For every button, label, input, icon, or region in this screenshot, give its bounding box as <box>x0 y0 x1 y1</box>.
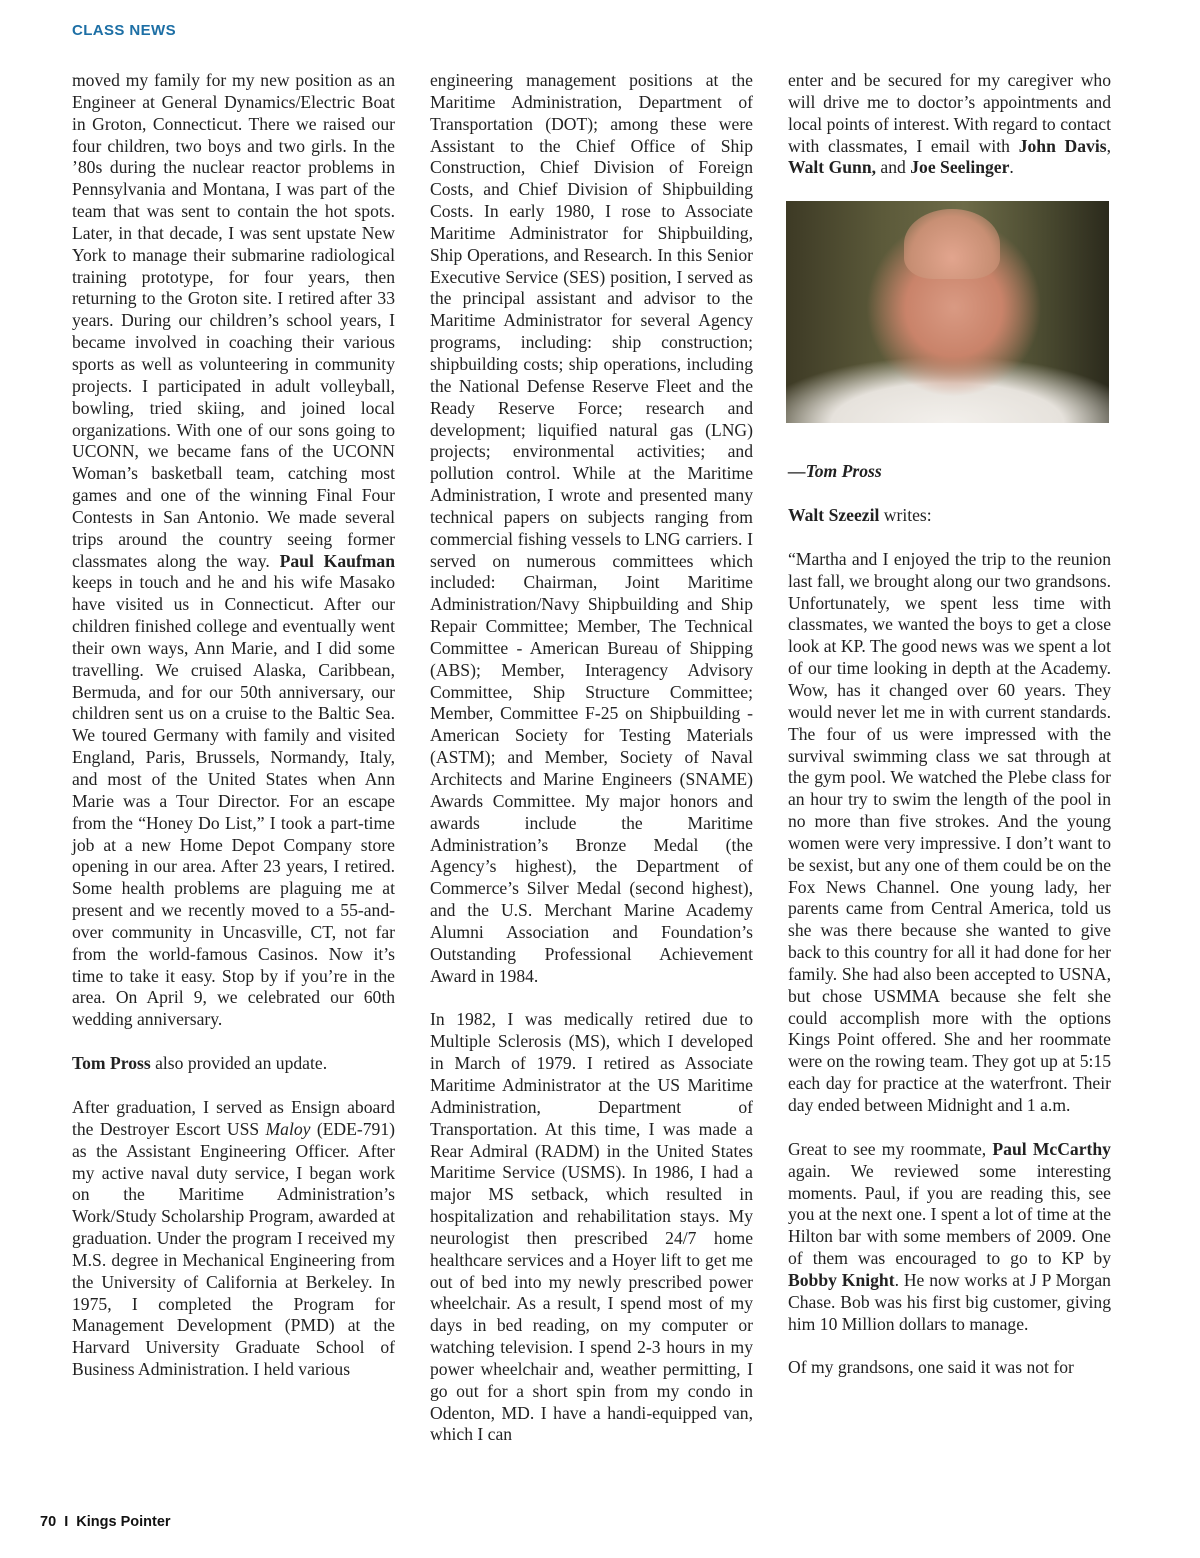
paragraph: Walt Szeezil writes: <box>788 505 932 526</box>
footer-separator: I <box>64 1514 69 1530</box>
paragraph: Of my grandsons, one said it was not for <box>788 1357 1074 1378</box>
paragraph: engineering management positions at the Maritime Administration, Department of Transportation (DOT); among these were Assistant to the Chief Office of Ship Construction, Chief Division of Foreign Costs, and Chief Division of Shipbuilding Costs. In early 1980, I rose to Associate Maritime Administrator for Shipbuilding, Ship Operations, and Research. In this Senior Executive Service (SES) position, I served as the principal assistant and advisor to the Maritime Administrator for several Agency programs, including: ship construction; shipbuilding costs; ship operations, including the National Defense Reserve Fleet and the Ready Reserve Force; research and development; liquified natural gas (LNG) projects; environmental activities; and pollution control. While at the Maritime Administration, I wrote and presented many technical papers on subjects ranging from commercial fishing vessels to LNG carriers. I served on numerous committees which included: Chairman, Joint Maritime Administration/Navy Shipbuilding and Ship Repair Committee; Member, The Technical Committee - American Bureau of Shipping (ABS); Member, Interagency Advisory Committee, Ship Structure Committee; Member, Committee F-25 on Shipbuilding - American Society for Testing Materials (ASTM); and Member, Society of Naval Architects and Marine Engineers (SNAME) Awards Committee. My major honors and awards include the Maritime Administration’s Bronze Medal (the Agency’s highest), the Department of Commerce’s Silver Medal (second highest), and the U.S. Merchant Marine Academy Alumni Association and Foundation’s Outstanding Professional Achievement Award in 1984. <box>430 70 753 986</box>
page-number: 70 <box>40 1514 57 1530</box>
column-2 <box>430 70 753 1446</box>
paragraph: “Martha and I enjoyed the trip to the reunion last fall, we brought along our two grandsons. Unfortunately, we spent less time with classmates, we wanted the boys to get a close look at KP. The good news was we spent a lot of our time looking in depth at the Academy. Wow, has it changed over 60 years. They would never let me in with current standards. The four of us were impressed with the survival swimming class we sat through at the gym pool. We watched the Plebe class for an hour try to swim the length of the pool in no more than five strokes. And the young women were very impressive. I don’t want to be sexist, but any one of them could be on the Fox News Channel. One young lady, her parents came from Central America, told us she was there because she wanted to give back to this country for all it had done for her family. She had also been accepted to USNA, but chose USMMA because she felt she could accomplish more with the options Kings Point offered. She and her roommate were on the rowing team. They got up at 5:15 each day for practice at the waterfront. Their day ended between Midnight and 1 a.m. <box>788 548 1111 1115</box>
person-name: Joe Seelinger <box>910 157 1010 178</box>
paragraph: Tom Pross also provided an update. <box>72 1053 328 1074</box>
paragraph: enter and be secured for my caregiver who will drive me to doctor’s appointments and local points of interest. With regard to contact with classmates, I email with John Davis, Walt Gunn, and Joe Seelinger. <box>788 70 1111 178</box>
paragraph: moved my family for my new position as an Engineer at General Dynamics/Electric Boat in Groton, Connecticut. There we raised our four children, two boys and two girls. In the ’80s during the nuclear reactor problems in Pennsylvania and Montana, I was part of the team that was sent to contain the hot spots. Later, in that decade, I was sent upstate New York to manage their submarine radiological training prototype, for four years, then returning to the Groton site. I retired after 33 years. During our children’s school years, I became involved in coaching their various sports as well as volunteering in community projects. I participated in adult volleyball, bowling, tried skiing, and joined local organizations. With one of our sons going to UCONN, we became fans of the UCONN Woman’s basketball team, catching most games and one of the winning Final Four Contests in San Antonio. We made several trips around the country seeing former classmates along the way. Paul Kaufman keeps in touch and he and his wife Masako have visited us in Connecticut. After our children finished college and eventually went their own ways, Ann Marie, and I did some travelling. We cruised Alaska, Caribbean, Bermuda, and for our 50th anniversary, our children sent us on a cruise to the Baltic Sea. We toured Germany with family and visited England, Paris, Brussels, Normandy, Italy, and most of the United States when Ann Marie was a Tour Director. For an escape from the “Honey Do List,” I took a part-time job at a new Home Depot Company store opening in our area. After 23 years, I retired. Some health problems are plaguing me at present and we recently moved to a 55-and-over community in Uncasville, CT, not far from the world-famous Casinos. Now it’s time to take it easy. Stop by if you’re in the area. On April 9, we celebrated our 60th wedding anniversary. <box>72 70 395 1030</box>
person-name: Walt Szeezil <box>788 505 880 526</box>
person-name: Tom Pross <box>72 1053 151 1074</box>
person-name: Walt Gunn, <box>788 157 877 178</box>
person-name: Paul Kaufman <box>279 550 395 571</box>
person-name: John Davis <box>1018 135 1107 156</box>
section-header: CLASS NEWS <box>72 22 177 39</box>
ship-name: Maloy <box>265 1118 311 1139</box>
paragraph: In 1982, I was medically retired due to Multiple Sclerosis (MS), which I developed in March of 1979. I retired as Associate Maritime Administrator at the US Maritime Administration, Department of Transportation. At this time, I was made a Rear Admiral (RADM) in the United States Maritime Service (USMS). In 1986, I had a major MS setback, which resulted in hospitalization and rehabilitation stays. My neurologist then prescribed 24/7 home healthcare services and a Hoyer lift to get me out of bed into my newly prescribed power wheelchair. As a result, I spend most of my days in bed reading, on my computer or watching television. I spend 2-3 hours in my power wheelchair and, weather permitting, I go out for a short spin from my condo in Odenton, MD. I have a handi-equipped van, which I can <box>430 1009 753 1445</box>
paragraph: Great to see my roommate, Paul McCarthy again. We reviewed some interesting moments. Paul, if you are reading this, see you at the next one. I spent a lot of time at the Hilton bar with some members of 2009. One of them was encouraged to go to KP by Bobby Knight. He now works at J P Morgan Chase. Bob was his first big customer, giving him 10 Million dollars to manage. <box>788 1138 1111 1334</box>
portrait-head-shape <box>904 209 1000 279</box>
person-name: Bobby Knight <box>788 1269 895 1290</box>
signoff: —Tom Pross <box>788 461 882 482</box>
person-name: Paul McCarthy <box>992 1138 1111 1159</box>
column-1 <box>72 70 395 1381</box>
page-footer <box>40 1514 171 1530</box>
column-3 <box>788 70 1111 1379</box>
publication-name: Kings Pointer <box>76 1514 171 1530</box>
paragraph: After graduation, I served as Ensign aboard the Destroyer Escort USS Maloy (EDE-791) as the Assistant Engineering Officer. After my active naval duty service, I began work on the Maritime Administration’s Work/Study Scholarship Program, awarded at graduation. Under the program I received my M.S. degree in Mechanical Engineering from the University of California at Berkeley. In 1975, I completed the Program for Management Development (PMD) at the Harvard University Graduate School of Business Administration. I held various <box>72 1096 395 1380</box>
portrait-photo <box>786 201 1109 423</box>
